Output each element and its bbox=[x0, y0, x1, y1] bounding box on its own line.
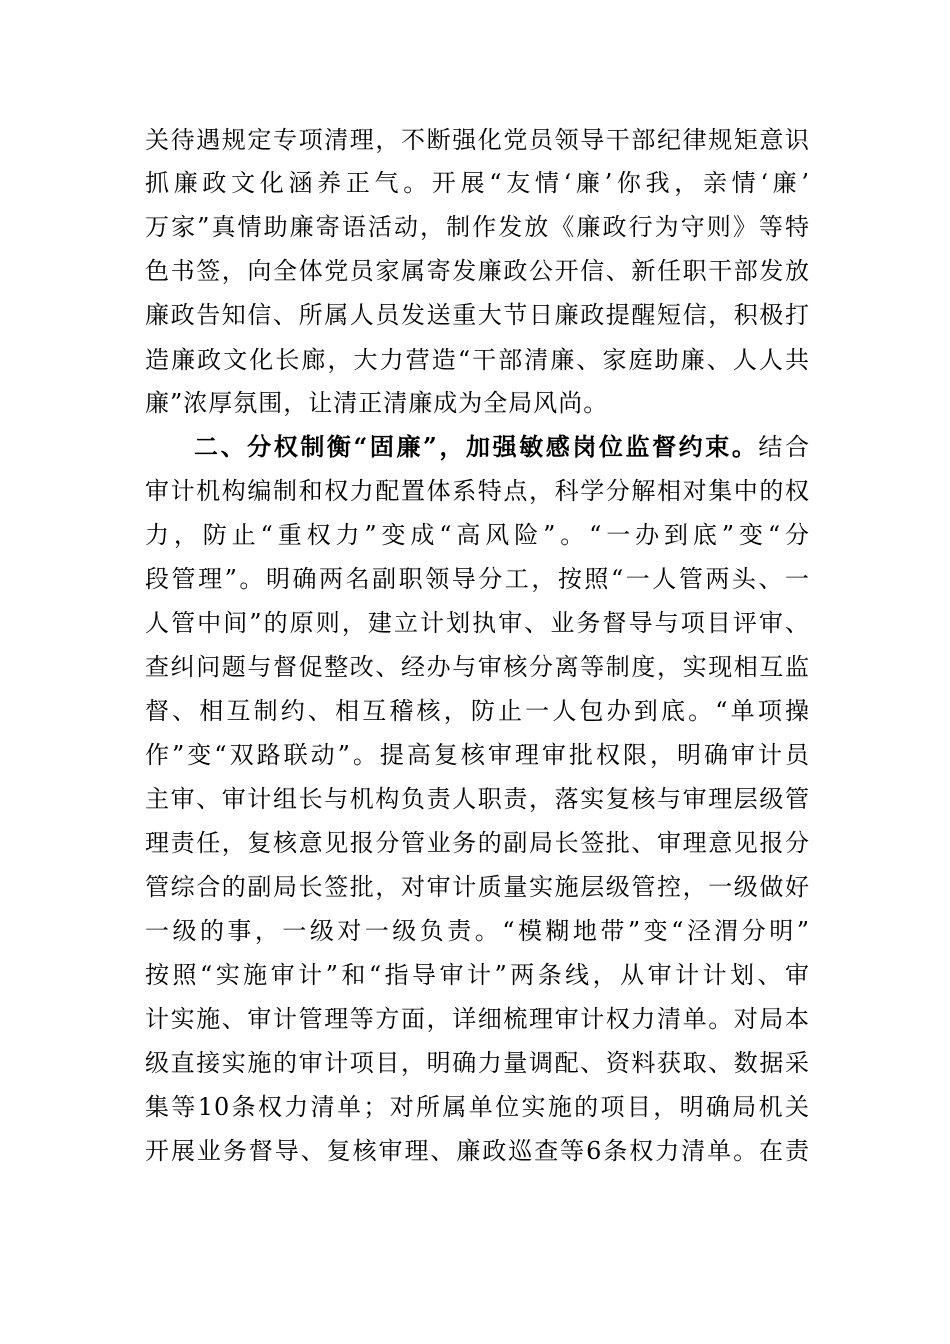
paragraph2-first-line bbox=[194, 427, 810, 467]
paragraph2-line: 理责任，复核意见报分管业务的副局长签批、审理意见报分 bbox=[145, 829, 810, 857]
paragraph2-line: 级直接实施的审计项目，明确力量调配、资料获取、数据采 bbox=[145, 1049, 810, 1077]
paragraph1-line: 廉政告知信、所属人员发送重大节日廉政提醒短信，积极打 bbox=[145, 301, 810, 329]
paragraph2-line: 开展业务督导、复核审理、廉政巡查等6条权力清单。在责 bbox=[145, 1137, 810, 1165]
paragraph2-line: 集等10条权力清单；对所属单位实施的项目，明确局机关 bbox=[145, 1093, 810, 1121]
paragraph2-line: 段管理”。明确两名副职领导分工，按照“一人管两头、一 bbox=[145, 565, 810, 593]
paragraph2-first-line-rest: 结合 bbox=[758, 433, 811, 461]
paragraph2-line: 审计机构编制和权力配置体系特点，科学分解相对集中的权 bbox=[145, 477, 810, 505]
paragraph1-line: 色书签，向全体党员家属寄发廉政公开信、新任职干部发放 bbox=[145, 257, 810, 285]
paragraph2-line: 人管中间”的原则，建立计划执审、业务督导与项目评审、 bbox=[145, 609, 810, 637]
section-heading: 二、分权制衡“固廉”，加强敏感岗位监督约束。 bbox=[194, 432, 759, 461]
paragraph2-line: 主审、审计组长与机构负责人职责，落实复核与审理层级管 bbox=[145, 785, 810, 813]
paragraph2-line: 按照“实施审计”和“指导审计”两条线，从审计计划、审 bbox=[145, 961, 810, 989]
paragraph2-line: 管综合的副局长签批，对审计质量实施层级管控，一级做好 bbox=[145, 873, 810, 901]
paragraph1-line: 关待遇规定专项清理，不断强化党员领导干部纪律规矩意识 bbox=[145, 126, 810, 154]
paragraph2-line: 作”变“双路联动”。提高复核审理审批权限，明确审计员 bbox=[145, 741, 810, 769]
paragraph1-line: 万家”真情助廉寄语活动，制作发放《廉政行为守则》等特 bbox=[145, 213, 810, 241]
paragraph2-line: 督、相互制约、相互稽核，防止一人包办到底。“单项操 bbox=[145, 697, 810, 725]
paragraph1-line: 廉”浓厚氛围，让清正清廉成为全局风尚。 bbox=[145, 389, 609, 417]
paragraph2-line: 一级的事，一级对一级负责。“模糊地带”变“泾渭分明” bbox=[145, 917, 810, 945]
paragraph2-line: 计实施、审计管理等方面，详细梳理审计权力清单。对局本 bbox=[145, 1005, 810, 1033]
paragraph2-line: 力，防止“重权力”变成“高风险”。“一办到底”变“分 bbox=[145, 521, 810, 549]
paragraph1-line: 抓廉政文化涵养正气。开展“友情‘廉’你我，亲情‘廉’ bbox=[145, 169, 810, 197]
paragraph2-line: 查纠问题与督促整改、经办与审核分离等制度，实现相互监 bbox=[145, 653, 810, 681]
paragraph1-line: 造廉政文化长廊，大力营造“干部清廉、家庭助廉、人人共 bbox=[145, 346, 810, 374]
